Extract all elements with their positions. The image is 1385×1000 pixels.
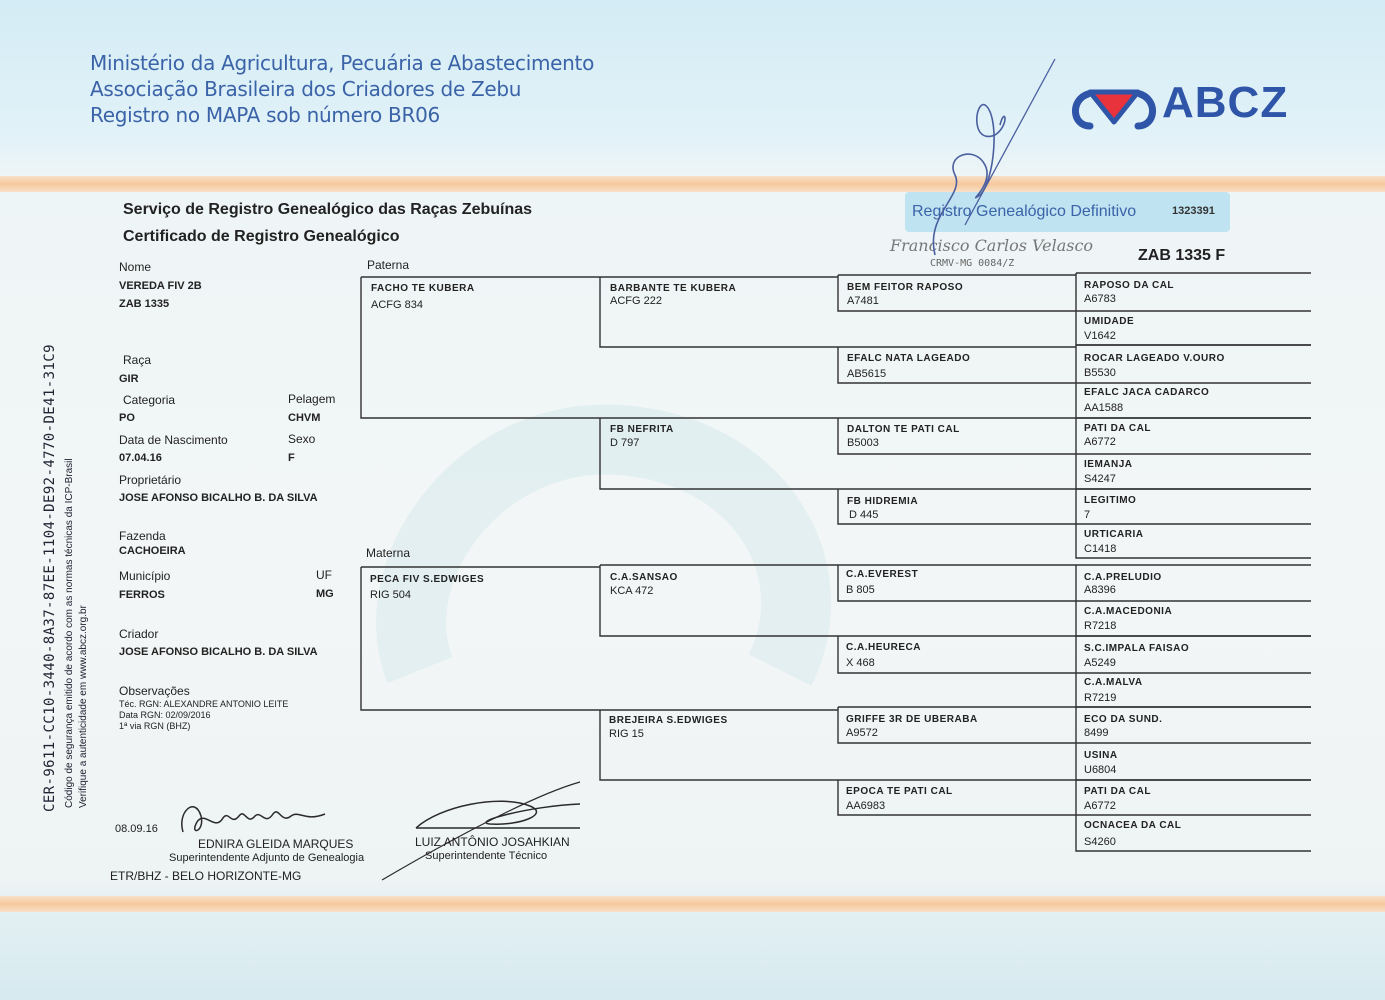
fazenda-value: CACHOEIRA [119, 545, 186, 557]
dam-reg: RIG 504 [370, 589, 411, 601]
gen3-name: EPOCA TE PATI CAL [846, 786, 953, 797]
gen4-reg: R7218 [1084, 620, 1117, 632]
categoria-value: PO [119, 412, 135, 424]
gen4-reg: A6783 [1084, 293, 1116, 305]
gen2-name: FB NEFRITA [610, 424, 674, 435]
gen3-reg: A7481 [847, 295, 879, 307]
gen4-name: URTICARIA [1084, 529, 1144, 540]
vet-stamp-crmv: CRMV-MG 0084/Z [930, 258, 1015, 269]
gen4-name: C.A.PRELUDIO [1084, 572, 1162, 583]
gen4-reg: R7219 [1084, 692, 1117, 704]
sexo-label: Sexo [288, 432, 316, 446]
gen3-name: DALTON TE PATI CAL [847, 424, 960, 435]
pelagem-value: CHVM [288, 412, 321, 424]
gen4-name: OCNACEA DA CAL [1084, 820, 1182, 831]
ministry-line: Ministério da Agricultura, Pecuária e Abastecimento [90, 51, 595, 75]
gen4-name: RAPOSO DA CAL [1084, 280, 1175, 291]
gen3-reg: AA6983 [846, 800, 886, 812]
gen4-name: PATI DA CAL [1084, 423, 1151, 434]
gen4-reg: V1642 [1084, 330, 1116, 342]
gen4-reg: C1418 [1084, 543, 1117, 555]
gen3-reg: AB5615 [847, 368, 887, 380]
gen4-reg: 7 [1084, 509, 1091, 521]
security-note-2: Verifique a autenticidade em www.abcz.org.br [78, 605, 89, 808]
gen4-name: ROCAR LAGEADO V.OURO [1084, 353, 1225, 364]
proprietario-value: JOSE AFONSO BICALHO B. DA SILVA [119, 492, 318, 504]
observacao-line: Data RGN: 02/09/2016 [119, 710, 211, 720]
gen4-name: EFALC JACA CADARCO [1084, 387, 1210, 398]
gen3-name: GRIFFE 3R DE UBERABA [846, 714, 978, 725]
gen4-name: C.A.MACEDONIA [1084, 606, 1173, 617]
signatory-1-name: EDNIRA GLEIDA MARQUES [198, 837, 354, 851]
municipio-value: FERROS [119, 589, 165, 601]
gen3-reg: X 468 [846, 657, 875, 669]
security-note-1: Código de segurança emitido de acordo com as normas técnicas da ICP-Brasil [64, 458, 75, 808]
signatory-2-name: LUIZ ANTÔNIO JOSAHKIAN [415, 835, 570, 849]
observacao-line: 1ª via RGN (BHZ) [119, 721, 191, 731]
gen2-reg: KCA 472 [610, 585, 654, 597]
registry-label: Registro Genealógico Definitivo [912, 203, 1137, 220]
gen3-name: BEM FEITOR RAPOSO [847, 282, 964, 293]
criador-value: JOSE AFONSO BICALHO B. DA SILVA [119, 646, 318, 658]
municipio-label: Município [119, 569, 171, 583]
issuing-office: ETR/BHZ - BELO HORIZONTE-MG [110, 869, 302, 883]
certificate-title: Certificado de Registro Genealógico [123, 228, 400, 245]
gen4-reg: S4247 [1084, 473, 1116, 485]
registry-mapa-line: Registro no MAPA sob número BR06 [90, 103, 440, 127]
issue-date: 08.09.16 [115, 823, 158, 835]
vet-stamp-name: Francisco Carlos Velasco [890, 236, 1094, 255]
nome-label: Nome [119, 260, 152, 274]
gen4-name: USINA [1084, 750, 1118, 761]
gen2-name: BREJEIRA S.EDWIGES [609, 715, 728, 726]
criador-label: Criador [119, 627, 159, 641]
paterna-label: Paterna [367, 258, 410, 272]
sire-reg: ACFG 834 [371, 299, 423, 311]
gen4-name: C.A.MALVA [1084, 677, 1143, 688]
animal-id: ZAB 1335 F [1138, 247, 1226, 264]
gen4-name: IEMANJA [1084, 459, 1133, 470]
signatory-2-title: Superintendente Técnico [425, 850, 548, 862]
sire-name: FACHO TE KUBERA [371, 283, 475, 294]
uf-value: MG [316, 588, 334, 600]
gen4-reg: AA1588 [1084, 402, 1124, 414]
raca-label: Raça [123, 353, 152, 367]
gen2-reg: D 797 [610, 437, 640, 449]
signatory-1-title: Superintendente Adjunto de Genealogia [169, 852, 365, 864]
gen3-name: C.A.EVEREST [846, 569, 919, 580]
gen2-name: BARBANTE TE KUBERA [610, 283, 737, 294]
gen4-reg: A6772 [1084, 436, 1116, 448]
gen2-reg: ACFG 222 [610, 295, 662, 307]
fazenda-label: Fazenda [119, 529, 166, 543]
gen4-name: S.C.IMPALA FAISAO [1084, 643, 1190, 654]
signature-josahkian-icon [380, 776, 600, 882]
gen4-reg: A8396 [1084, 584, 1116, 596]
nome-code-value: ZAB 1335 [119, 298, 170, 310]
proprietario-label: Proprietário [119, 473, 182, 487]
gen3-reg: B5003 [847, 437, 879, 449]
gen4-name: UMIDADE [1084, 316, 1135, 327]
nome-value: VEREDA FIV 2B [119, 280, 202, 292]
gen2-name: C.A.SANSAO [610, 572, 678, 583]
abcz-logo-text: ABCZ [1162, 78, 1289, 127]
gen4-name: PATI DA CAL [1084, 786, 1151, 797]
gen4-reg: 8499 [1084, 727, 1109, 739]
gen3-reg: A9572 [846, 727, 878, 739]
nascimento-label: Data de Nascimento [119, 433, 228, 447]
gen2-reg: RIG 15 [609, 728, 644, 740]
gen3-name: EFALC NATA LAGEADO [847, 353, 971, 364]
dam-name: PECA FIV S.EDWIGES [370, 574, 485, 585]
nascimento-value: 07.04.16 [119, 452, 162, 464]
gen4-reg: S4260 [1084, 836, 1116, 848]
association-line: Associação Brasileira dos Criadores de Zebu [90, 77, 522, 101]
gen4-name: ECO DA SUND. [1084, 714, 1163, 725]
gen4-reg: B5530 [1084, 367, 1116, 379]
raca-value: GIR [119, 373, 139, 385]
security-code: CER-9611-CC10-3440-8A37-87EE-1104-DE92-4770-DE41-31C9 [42, 344, 58, 812]
observacoes-label: Observações [119, 684, 190, 698]
materna-label: Materna [366, 546, 411, 560]
pelagem-label: Pelagem [288, 392, 336, 406]
gen4-reg: U6804 [1084, 764, 1117, 776]
gen3-reg: B 805 [846, 584, 875, 596]
security-notes [63, 458, 91, 808]
categoria-label: Categoria [123, 393, 176, 407]
observacao-line: Téc. RGN: ALEXANDRE ANTONIO LEITE [119, 699, 289, 709]
sexo-value: F [288, 452, 295, 464]
gen4-reg: A6772 [1084, 800, 1116, 812]
uf-label: UF [316, 568, 332, 582]
gen3-reg: D 445 [849, 509, 879, 521]
gen3-name: FB HIDREMIA [847, 496, 919, 507]
registry-number: 1323391 [1172, 205, 1215, 217]
gen4-reg: A5249 [1084, 657, 1116, 669]
gen4-name: LEGITIMO [1084, 495, 1137, 506]
service-title: Serviço de Registro Genealógico das Raças Zebuínas [123, 201, 533, 218]
gen3-name: C.A.HEURECA [846, 642, 921, 653]
